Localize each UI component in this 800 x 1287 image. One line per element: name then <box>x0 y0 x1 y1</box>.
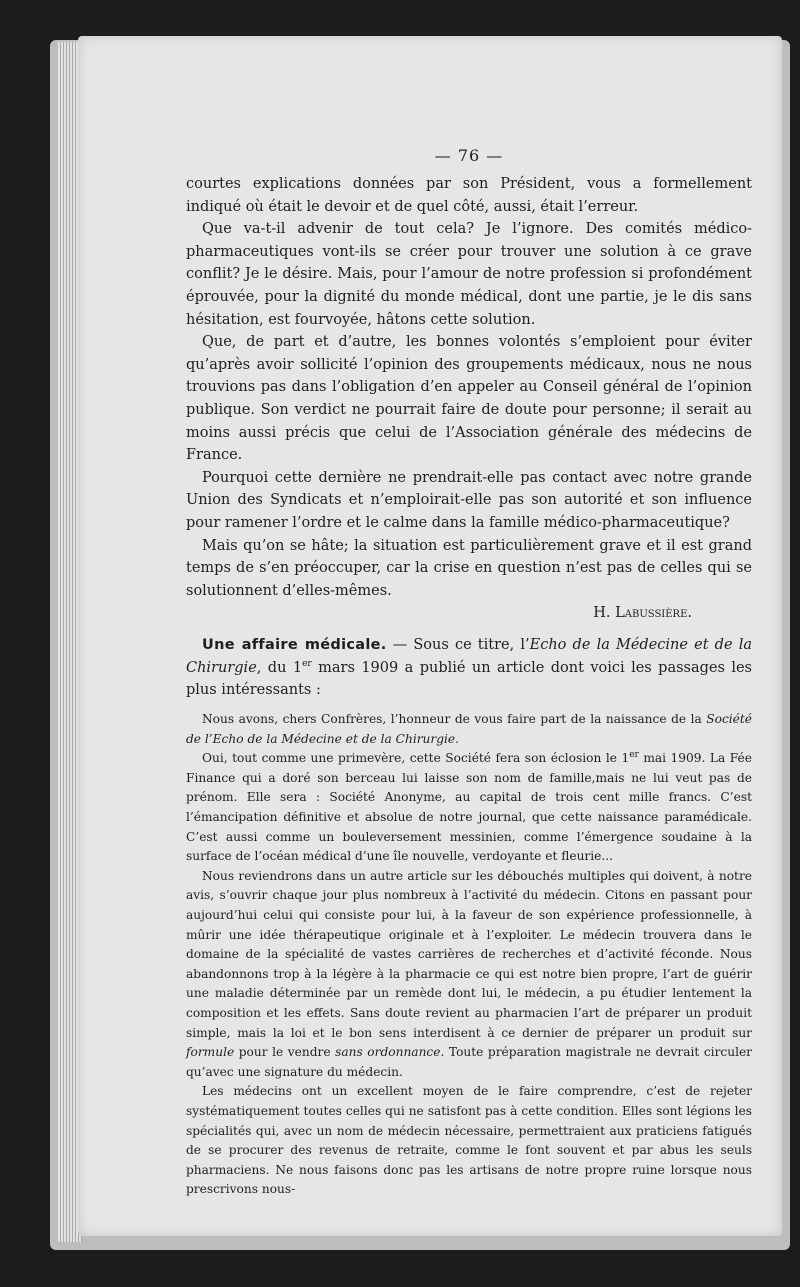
paragraph: Mais qu’on se hâte; la situation est particulièrement grave et il est grand temps de s’en préoccuper, car la crise en question n’est pas de celles qui se solutionnent d’elles-mêmes. <box>186 537 752 599</box>
paragraph: Que va-t-il advenir de tout cela? Je l’ignore. Des comités médico-pharmaceutiques vont-ils se créer pour trouver une solution à ce grave conflit? Je le désire. Mais, pour l’amour de notre profession si profondément éprouvée, pour la dignité du monde médical, dont une partie, je le dis sans hésitation, est fourvoyée, hâtons cette solution. <box>186 221 752 328</box>
quote-italic: formule <box>186 1045 235 1060</box>
quote-sup: er <box>629 750 639 761</box>
section-heading <box>186 634 752 702</box>
section-date-sup: er <box>302 659 312 670</box>
paragraph: courtes explications données par son Président, vous a formellement indiqué où était le devoir et de quel côté, aussi, était l’erreur. <box>186 176 752 215</box>
quote-text: Oui, tout comme une primevère, cette Société fera son éclosion le 1 <box>202 751 630 766</box>
quote-italic: sans ordonnance. <box>335 1045 445 1060</box>
signature <box>186 602 692 624</box>
quote-italic: Société de l’Echo de la Médecine et de la Chirurgie. <box>186 712 752 746</box>
page-number: — 76 — <box>434 146 504 165</box>
quote-paragraph <box>186 867 752 1083</box>
section-date-post: mars 1909 a publié un article dont voici les passages les plus intéressants : <box>186 659 752 699</box>
quote-paragraph <box>186 749 752 867</box>
quote-paragraph: Les médecins ont un excellent moyen de le faire comprendre, c’est de rejeter systématiquement toutes celles qui ne satisfont pas à cette condition. Elles sont légions les spécialités qui, avec un nom de médecin nécessaire, permettraient aux praticiens fatigués de se procurer des revenus de retraite, comme le font souvent et par abus les seuls pharmaciens. Ne nous faisons donc pas les artisans de notre propre ruine lorsque nous prescrivons nous- <box>186 1084 752 1197</box>
quote-text: Toute préparation magistrale ne devrait circuler qu’avec une signature du médecin. <box>186 1045 753 1079</box>
signature-name: Labussière. <box>615 605 692 622</box>
quote-text: Nous avons, chers Confrères, l’honneur de vous faire part de la naissance de la <box>202 712 707 727</box>
paragraph: Pourquoi cette dernière ne prendrait-elle pas contact avec notre grande Union des Syndicats et n’emploirait-elle pas son autorité et son influence pour ramener l’ordre et le calme dans la famille médico-pharmaceutique? <box>186 469 752 531</box>
section-date-pre: , du 1 <box>256 659 303 676</box>
signature-initial: H. <box>593 605 611 622</box>
page-content <box>186 142 752 1200</box>
paragraph: Que, de part et d’autre, les bonnes volontés s’emploient pour éviter qu’après avoir sollicité l’opinion des groupements médicaux, nous ne nous trouvions pas dans l’obligation d’en appeler au Conseil général de l’opinion publique. Son verdict ne pourrait faire de doute pour personne; il serait au moins aussi précis que celui de l’Association générale des médecins de France. <box>186 334 752 464</box>
quote-paragraph <box>186 710 752 749</box>
journal-name: Echo de la Médecine et de la Chirurgie <box>186 637 752 676</box>
section-title: Une affaire médicale. <box>202 637 387 654</box>
section-dash: — Sous ce titre, l’ <box>386 637 530 654</box>
quote-text: mai 1909. La Fée Finance qui a doré son berceau lui laisse son nom de famille,mais ne lui veut pas de prénom. Elle sera : Société Anonyme, au capital de trois cent mille francs. C’est l’émancipation définitive et absolue de notre journal, que cette naissance paramédicale. C’est aussi comme un bouleversement messinien, comme l’émergence soudaine à la surface de l’océan médical d’une île nouvelle, verdoyante et fleurie... <box>186 751 752 864</box>
quote-text: pour le vendre <box>234 1045 336 1060</box>
quote-text: Nous reviendrons dans un autre article sur les débouchés multiples qui doivent, à notre avis, s’ouvrir chaque jour plus nombreux à l’activité du médecin. Citons en passant pour aujourd’hui celui qui consiste pour lui, à la faveur de son expérience professionnelle, à mûrir une idée thérapeutique originale et à l’exploiter. Le médecin trouvera dans le domaine de la spécialité de vastes carrières de recherches et d’activité féconde. Nous abandonnons trop à la légère à la pharmacie ce qui est notre bien propre, l’art de guérir une maladie déterminée par un remède dont lui, le médecin, a pu étudier lentement la composition et les effets. Sans doute revient au pharmacien l’art de préparer un produit simple, mais la loi et le bon sens interdisent à ce dernier de préparer un produit sur <box>186 868 752 1040</box>
